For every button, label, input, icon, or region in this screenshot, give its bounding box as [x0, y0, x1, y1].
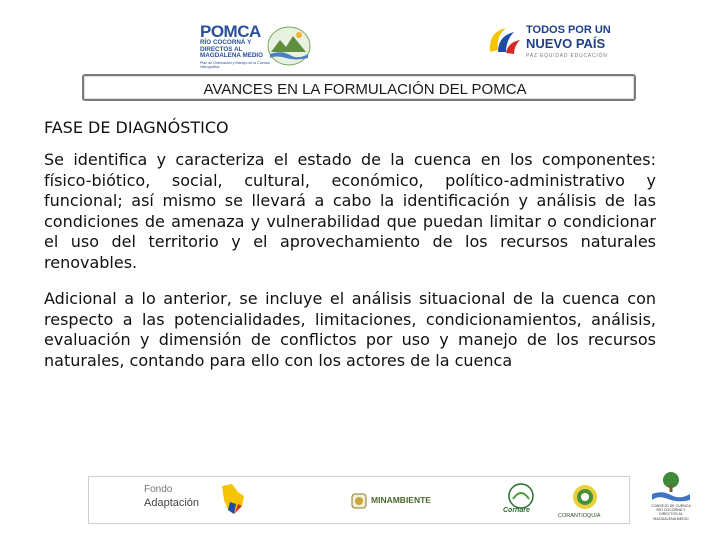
cornare-emblem-icon — [501, 483, 541, 509]
footer-logos-bar — [88, 476, 630, 524]
minambiente-logo — [351, 493, 439, 509]
pomca-logo-tagline: Plan de Ordenación y Manejo de la Cuenca Hidrográfica — [200, 61, 270, 69]
section-heading: FASE DE DIAGNÓSTICO — [44, 118, 229, 137]
fondo-logo-line2: Adaptación — [144, 497, 200, 509]
colombia-flag-swirl-icon — [484, 22, 524, 62]
cornare-logo — [501, 483, 541, 521]
cornare-label: Cornare — [503, 507, 530, 514]
fondo-adaptacion-logo — [144, 484, 254, 520]
government-logo — [484, 20, 624, 64]
consejo-label: CONSEJO DE CUENCA RÍO COCORNÁ Y DIRECTOS AL MAGDALENA MEDIO — [651, 504, 691, 521]
coat-of-arms-icon — [351, 493, 367, 509]
pomca-logo-subtitle: RÍO COCORNÁ Y DIRECTOS AL MAGDALENA MEDIO — [200, 39, 264, 60]
diagnosis-paragraph-1: Se identifica y caracteriza el estado de la cuenca en los componentes: físico-biótico, social, cultural, económico, político-administrativo y funcional; así mismo se llevará a cabo la identificación y análisis de las condiciones de amenaza y vulnerabilidad que puedan limitar o condicionar el uso del territorio y el aprovechamiento de los recursos naturales renovables. — [44, 150, 656, 272]
corantioquia-label: CORANTIOQUIA — [558, 513, 601, 519]
corantioquia-emblem-icon — [570, 483, 600, 511]
fondo-logo-line1: Fondo — [144, 484, 173, 495]
page-title: AVANCES EN LA FORMULACIÓN DEL POMCA — [203, 81, 527, 98]
diagnosis-paragraph-2: Adicional a lo anterior, se incluye el análisis situacional de la cuenca con respecto a las potencialidades, limitaciones, condicionamientos, análisis, evaluación y dimensión de conflictos por uso y manejo de los recursos naturales, contando para ello con los actores de la cuenca — [44, 289, 656, 370]
colombia-map-icon — [214, 482, 250, 518]
minambiente-label: MINAMBIENTE — [371, 495, 431, 505]
gov-logo-line3: PAZ EQUIDAD EDUCACIÓN — [526, 53, 608, 59]
tree-river-icon — [648, 470, 694, 504]
gov-logo-line1: TODOS POR UN — [526, 24, 611, 36]
consejo-de-cuenca-logo — [648, 470, 694, 526]
corantioquia-logo — [554, 483, 618, 521]
gov-logo-line2: NUEVO PAÍS — [526, 36, 606, 51]
title-box — [82, 74, 636, 101]
pomca-logo — [196, 22, 314, 70]
pomca-logo-word: POMCA — [200, 22, 261, 41]
river-landscape-icon — [266, 24, 312, 68]
